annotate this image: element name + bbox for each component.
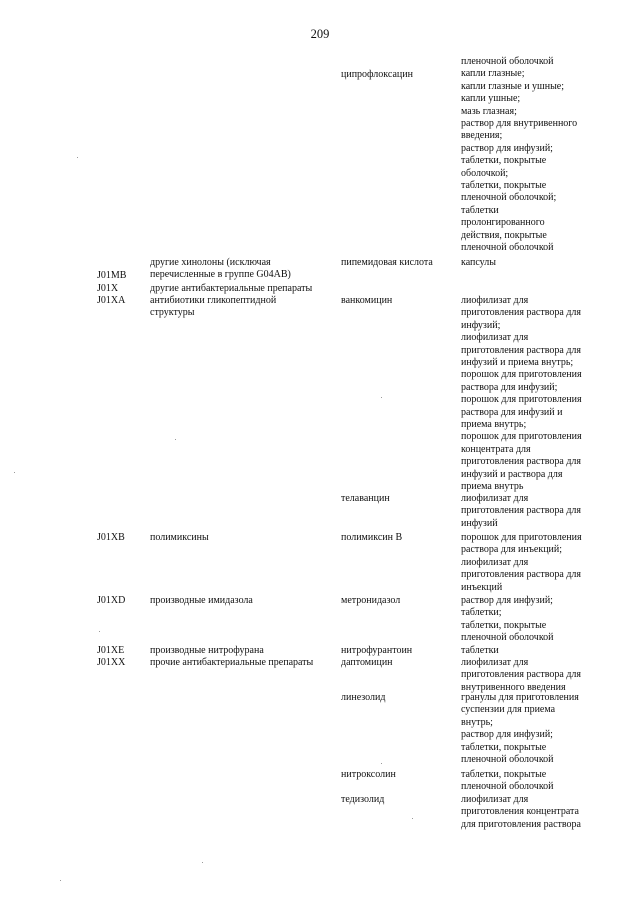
dosage-forms: раствор для инфузий; таблетки; таблетки, покрытые пленочной оболочкой: [461, 595, 554, 644]
drug-name: пипемидовая кислота: [341, 257, 433, 268]
scan-speck: [60, 880, 61, 881]
drug-name: ванкомицин: [341, 295, 393, 306]
atc-code: J01XB: [97, 532, 125, 543]
dosage-forms: порошок для приготовления раствора для инъекций; лиофилизат для приготовления раствора для инъекций: [461, 532, 582, 593]
dosage-forms: таблетки: [461, 645, 499, 656]
drug-group: производные нитрофурана: [150, 645, 264, 656]
page-number: 209: [310, 27, 330, 41]
dosage-forms: лиофилизат для приготовления раствора для инфузий; лиофилизат для приготовления раствора для инфузий и приема внутрь; порошок для приготовления раствора для инфузий; порошок для приготовления раствора для инфузий и приема внутрь; порошок для приготовления концентрата для приготовления раствора для инфузий и раствора для приема внутрь: [461, 295, 582, 493]
scan-speck: [99, 631, 100, 632]
drug-name: телаванцин: [341, 493, 390, 504]
scan-speck: [77, 157, 78, 158]
dosage-forms: капсулы: [461, 257, 496, 268]
scan-speck: [14, 472, 15, 473]
drug-group: антибиотики гликопептидной структуры: [150, 295, 277, 319]
scan-speck: [381, 397, 382, 398]
atc-code: J01XA: [97, 295, 126, 306]
drug-name: ципрофлоксацин: [341, 69, 413, 80]
drug-name: нитрофурантоин: [341, 645, 413, 656]
scan-speck: [202, 862, 203, 863]
drug-name: даптомицин: [341, 657, 393, 668]
drug-group: прочие антибактериальные препараты: [150, 657, 314, 668]
drug-group: другие антибактериальные препараты: [150, 283, 313, 294]
drug-group: производные имидазола: [150, 595, 253, 606]
scan-speck: [412, 818, 413, 819]
drug-name: нитроксолин: [341, 769, 396, 780]
dosage-forms: таблетки, покрытые пленочной оболочкой: [461, 769, 554, 793]
drug-group: другие хинолоны (исключая перечисленные в группе G04AB): [150, 257, 291, 281]
drug-name: полимиксин В: [341, 532, 403, 543]
drug-name: тедизолид: [341, 794, 385, 805]
drug-group: полимиксины: [150, 532, 209, 543]
dosage-forms: гранулы для приготовления суспензии для приема внутрь; раствор для инфузий; таблетки, покрытые пленочной оболочкой: [461, 692, 579, 766]
dosage-forms: лиофилизат для приготовления раствора для инфузий: [461, 493, 581, 529]
atc-code: J01XD: [97, 595, 126, 606]
scan-speck: [381, 763, 382, 764]
drug-name: метронидазол: [341, 595, 401, 606]
dosage-forms: лиофилизат для приготовления концентрата для приготовления раствора: [461, 794, 581, 830]
atc-code: J01XE: [97, 645, 125, 656]
dosage-forms: лиофилизат для приготовления раствора для внутривенного введения: [461, 657, 581, 693]
scan-speck: [175, 439, 176, 440]
atc-code: J01XX: [97, 657, 126, 668]
drug-name: линезолид: [341, 692, 386, 703]
atc-code: J01MB: [97, 270, 127, 281]
dosage-forms: пленочной оболочкой капли глазные; капли глазные и ушные; капли ушные; мазь глазная; раствор для внутривенного введения; раствор для инфузий; таблетки, покрытые оболочкой; таблетки, покрытые пленочной оболочкой; таблетки пролонгированного действия, покрытые пленочной оболочкой: [461, 56, 578, 254]
atc-code: J01X: [97, 283, 119, 294]
